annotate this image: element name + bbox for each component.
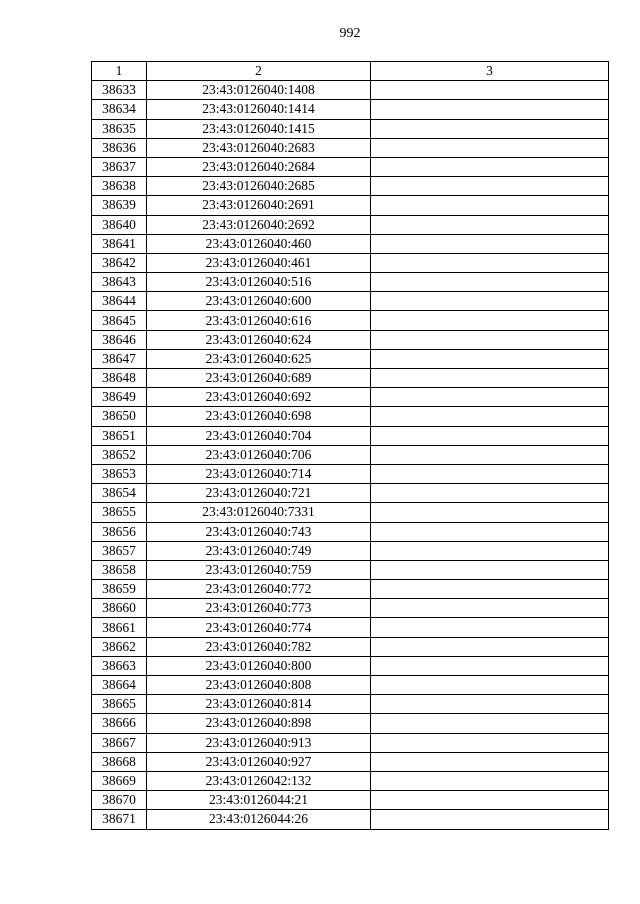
note-cell: [371, 81, 609, 100]
cadastral-number-cell: 23:43:0126040:773: [147, 599, 371, 618]
cadastral-number-cell: 23:43:0126040:782: [147, 637, 371, 656]
cadastral-number-cell: 23:43:0126040:698: [147, 407, 371, 426]
note-cell: [371, 273, 609, 292]
note-cell: [371, 810, 609, 829]
table-row: [92, 157, 609, 176]
column-header-1: 1: [92, 62, 147, 81]
note-cell: [371, 676, 609, 695]
cadastral-number-cell: 23:43:0126040:689: [147, 369, 371, 388]
table-row: [92, 330, 609, 349]
cadastral-number-cell: 23:43:0126040:714: [147, 464, 371, 483]
table-row: [92, 273, 609, 292]
row-number-cell: 38665: [92, 695, 147, 714]
note-cell: [371, 733, 609, 752]
cadastral-number-cell: 23:43:0126040:800: [147, 656, 371, 675]
cadastral-number-cell: 23:43:0126040:600: [147, 292, 371, 311]
note-cell: [371, 234, 609, 253]
table-row: [92, 349, 609, 368]
note-cell: [371, 253, 609, 272]
row-number-cell: 38654: [92, 484, 147, 503]
note-cell: [371, 771, 609, 790]
note-cell: [371, 445, 609, 464]
table-row: [92, 100, 609, 119]
table-row: [92, 541, 609, 560]
table-row: [92, 311, 609, 330]
table-row: [92, 253, 609, 272]
row-number-cell: 38663: [92, 656, 147, 675]
cadastral-number-cell: 23:43:0126040:624: [147, 330, 371, 349]
cadastral-number-cell: 23:43:0126040:2683: [147, 138, 371, 157]
table-row: [92, 388, 609, 407]
row-number-cell: 38653: [92, 464, 147, 483]
row-number-cell: 38633: [92, 81, 147, 100]
cadastral-number-cell: 23:43:0126040:2685: [147, 177, 371, 196]
cadastral-number-cell: 23:43:0126044:26: [147, 810, 371, 829]
cadastral-number-cell: 23:43:0126040:721: [147, 484, 371, 503]
table-row: [92, 177, 609, 196]
note-cell: [371, 100, 609, 119]
cadastral-number-cell: 23:43:0126040:774: [147, 618, 371, 637]
table-row: [92, 637, 609, 656]
note-cell: [371, 791, 609, 810]
note-cell: [371, 464, 609, 483]
table-row: [92, 599, 609, 618]
table-row: [92, 522, 609, 541]
note-cell: [371, 369, 609, 388]
table-row: [92, 484, 609, 503]
cadastral-number-cell: 23:43:0126044:21: [147, 791, 371, 810]
cadastral-number-cell: 23:43:0126040:625: [147, 349, 371, 368]
table-row: [92, 445, 609, 464]
table-row: [92, 752, 609, 771]
note-cell: [371, 541, 609, 560]
table-row: [92, 369, 609, 388]
table-row: [92, 464, 609, 483]
table-row: [92, 426, 609, 445]
table-row: [92, 81, 609, 100]
note-cell: [371, 138, 609, 157]
note-cell: [371, 311, 609, 330]
table-row: [92, 407, 609, 426]
registry-table: [91, 61, 609, 830]
table-row: [92, 810, 609, 829]
cadastral-number-cell: 23:43:0126040:692: [147, 388, 371, 407]
note-cell: [371, 752, 609, 771]
row-number-cell: 38637: [92, 157, 147, 176]
table-row: [92, 676, 609, 695]
note-cell: [371, 656, 609, 675]
note-cell: [371, 407, 609, 426]
cadastral-number-cell: 23:43:0126040:7331: [147, 503, 371, 522]
row-number-cell: 38662: [92, 637, 147, 656]
cadastral-number-cell: 23:43:0126040:616: [147, 311, 371, 330]
cadastral-number-cell: 23:43:0126040:1414: [147, 100, 371, 119]
table-row: [92, 560, 609, 579]
cadastral-number-cell: 23:43:0126040:516: [147, 273, 371, 292]
note-cell: [371, 580, 609, 599]
note-cell: [371, 503, 609, 522]
column-header-2: 2: [147, 62, 371, 81]
table-header-row: [92, 62, 609, 81]
cadastral-number-cell: 23:43:0126040:898: [147, 714, 371, 733]
row-number-cell: 38643: [92, 273, 147, 292]
table-row: [92, 695, 609, 714]
cadastral-number-cell: 23:43:0126040:706: [147, 445, 371, 464]
note-cell: [371, 215, 609, 234]
note-cell: [371, 119, 609, 138]
cadastral-number-cell: 23:43:0126040:743: [147, 522, 371, 541]
note-cell: [371, 196, 609, 215]
cadastral-number-cell: 23:43:0126040:1415: [147, 119, 371, 138]
row-number-cell: 38652: [92, 445, 147, 464]
row-number-cell: 38661: [92, 618, 147, 637]
row-number-cell: 38639: [92, 196, 147, 215]
row-number-cell: 38649: [92, 388, 147, 407]
column-header-3: 3: [371, 62, 609, 81]
note-cell: [371, 618, 609, 637]
cadastral-number-cell: 23:43:0126040:913: [147, 733, 371, 752]
table-row: [92, 580, 609, 599]
note-cell: [371, 599, 609, 618]
row-number-cell: 38660: [92, 599, 147, 618]
row-number-cell: 38671: [92, 810, 147, 829]
note-cell: [371, 695, 609, 714]
note-cell: [371, 637, 609, 656]
table-row: [92, 234, 609, 253]
note-cell: [371, 426, 609, 445]
cadastral-number-cell: 23:43:0126040:461: [147, 253, 371, 272]
note-cell: [371, 157, 609, 176]
note-cell: [371, 484, 609, 503]
row-number-cell: 38648: [92, 369, 147, 388]
cadastral-number-cell: 23:43:0126040:2692: [147, 215, 371, 234]
row-number-cell: 38658: [92, 560, 147, 579]
table-row: [92, 618, 609, 637]
row-number-cell: 38651: [92, 426, 147, 445]
table-row: [92, 714, 609, 733]
table-row: [92, 503, 609, 522]
row-number-cell: 38666: [92, 714, 147, 733]
row-number-cell: 38656: [92, 522, 147, 541]
table-row: [92, 656, 609, 675]
row-number-cell: 38635: [92, 119, 147, 138]
row-number-cell: 38634: [92, 100, 147, 119]
cadastral-number-cell: 23:43:0126040:814: [147, 695, 371, 714]
cadastral-number-cell: 23:43:0126040:808: [147, 676, 371, 695]
cadastral-number-cell: 23:43:0126040:749: [147, 541, 371, 560]
row-number-cell: 38647: [92, 349, 147, 368]
row-number-cell: 38668: [92, 752, 147, 771]
table-row: [92, 771, 609, 790]
cadastral-number-cell: 23:43:0126040:772: [147, 580, 371, 599]
note-cell: [371, 177, 609, 196]
table-row: [92, 292, 609, 311]
table-row: [92, 791, 609, 810]
row-number-cell: 38664: [92, 676, 147, 695]
row-number-cell: 38645: [92, 311, 147, 330]
row-number-cell: 38642: [92, 253, 147, 272]
row-number-cell: 38650: [92, 407, 147, 426]
row-number-cell: 38667: [92, 733, 147, 752]
row-number-cell: 38636: [92, 138, 147, 157]
table-row: [92, 119, 609, 138]
table-row: [92, 138, 609, 157]
cadastral-number-cell: 23:43:0126040:2691: [147, 196, 371, 215]
note-cell: [371, 292, 609, 311]
cadastral-number-cell: 23:43:0126040:927: [147, 752, 371, 771]
note-cell: [371, 522, 609, 541]
note-cell: [371, 560, 609, 579]
row-number-cell: 38655: [92, 503, 147, 522]
note-cell: [371, 714, 609, 733]
table-row: [92, 215, 609, 234]
cadastral-number-cell: 23:43:0126042:132: [147, 771, 371, 790]
page-number: 992: [339, 26, 361, 41]
table-row: [92, 196, 609, 215]
row-number-cell: 38646: [92, 330, 147, 349]
row-number-cell: 38644: [92, 292, 147, 311]
row-number-cell: 38669: [92, 771, 147, 790]
row-number-cell: 38641: [92, 234, 147, 253]
row-number-cell: 38670: [92, 791, 147, 810]
table-row: [92, 733, 609, 752]
note-cell: [371, 330, 609, 349]
row-number-cell: 38659: [92, 580, 147, 599]
cadastral-number-cell: 23:43:0126040:704: [147, 426, 371, 445]
cadastral-number-cell: 23:43:0126040:460: [147, 234, 371, 253]
cadastral-number-cell: 23:43:0126040:2684: [147, 157, 371, 176]
note-cell: [371, 388, 609, 407]
table-body: [92, 81, 609, 829]
row-number-cell: 38640: [92, 215, 147, 234]
row-number-cell: 38638: [92, 177, 147, 196]
row-number-cell: 38657: [92, 541, 147, 560]
cadastral-number-cell: 23:43:0126040:759: [147, 560, 371, 579]
cadastral-number-cell: 23:43:0126040:1408: [147, 81, 371, 100]
note-cell: [371, 349, 609, 368]
